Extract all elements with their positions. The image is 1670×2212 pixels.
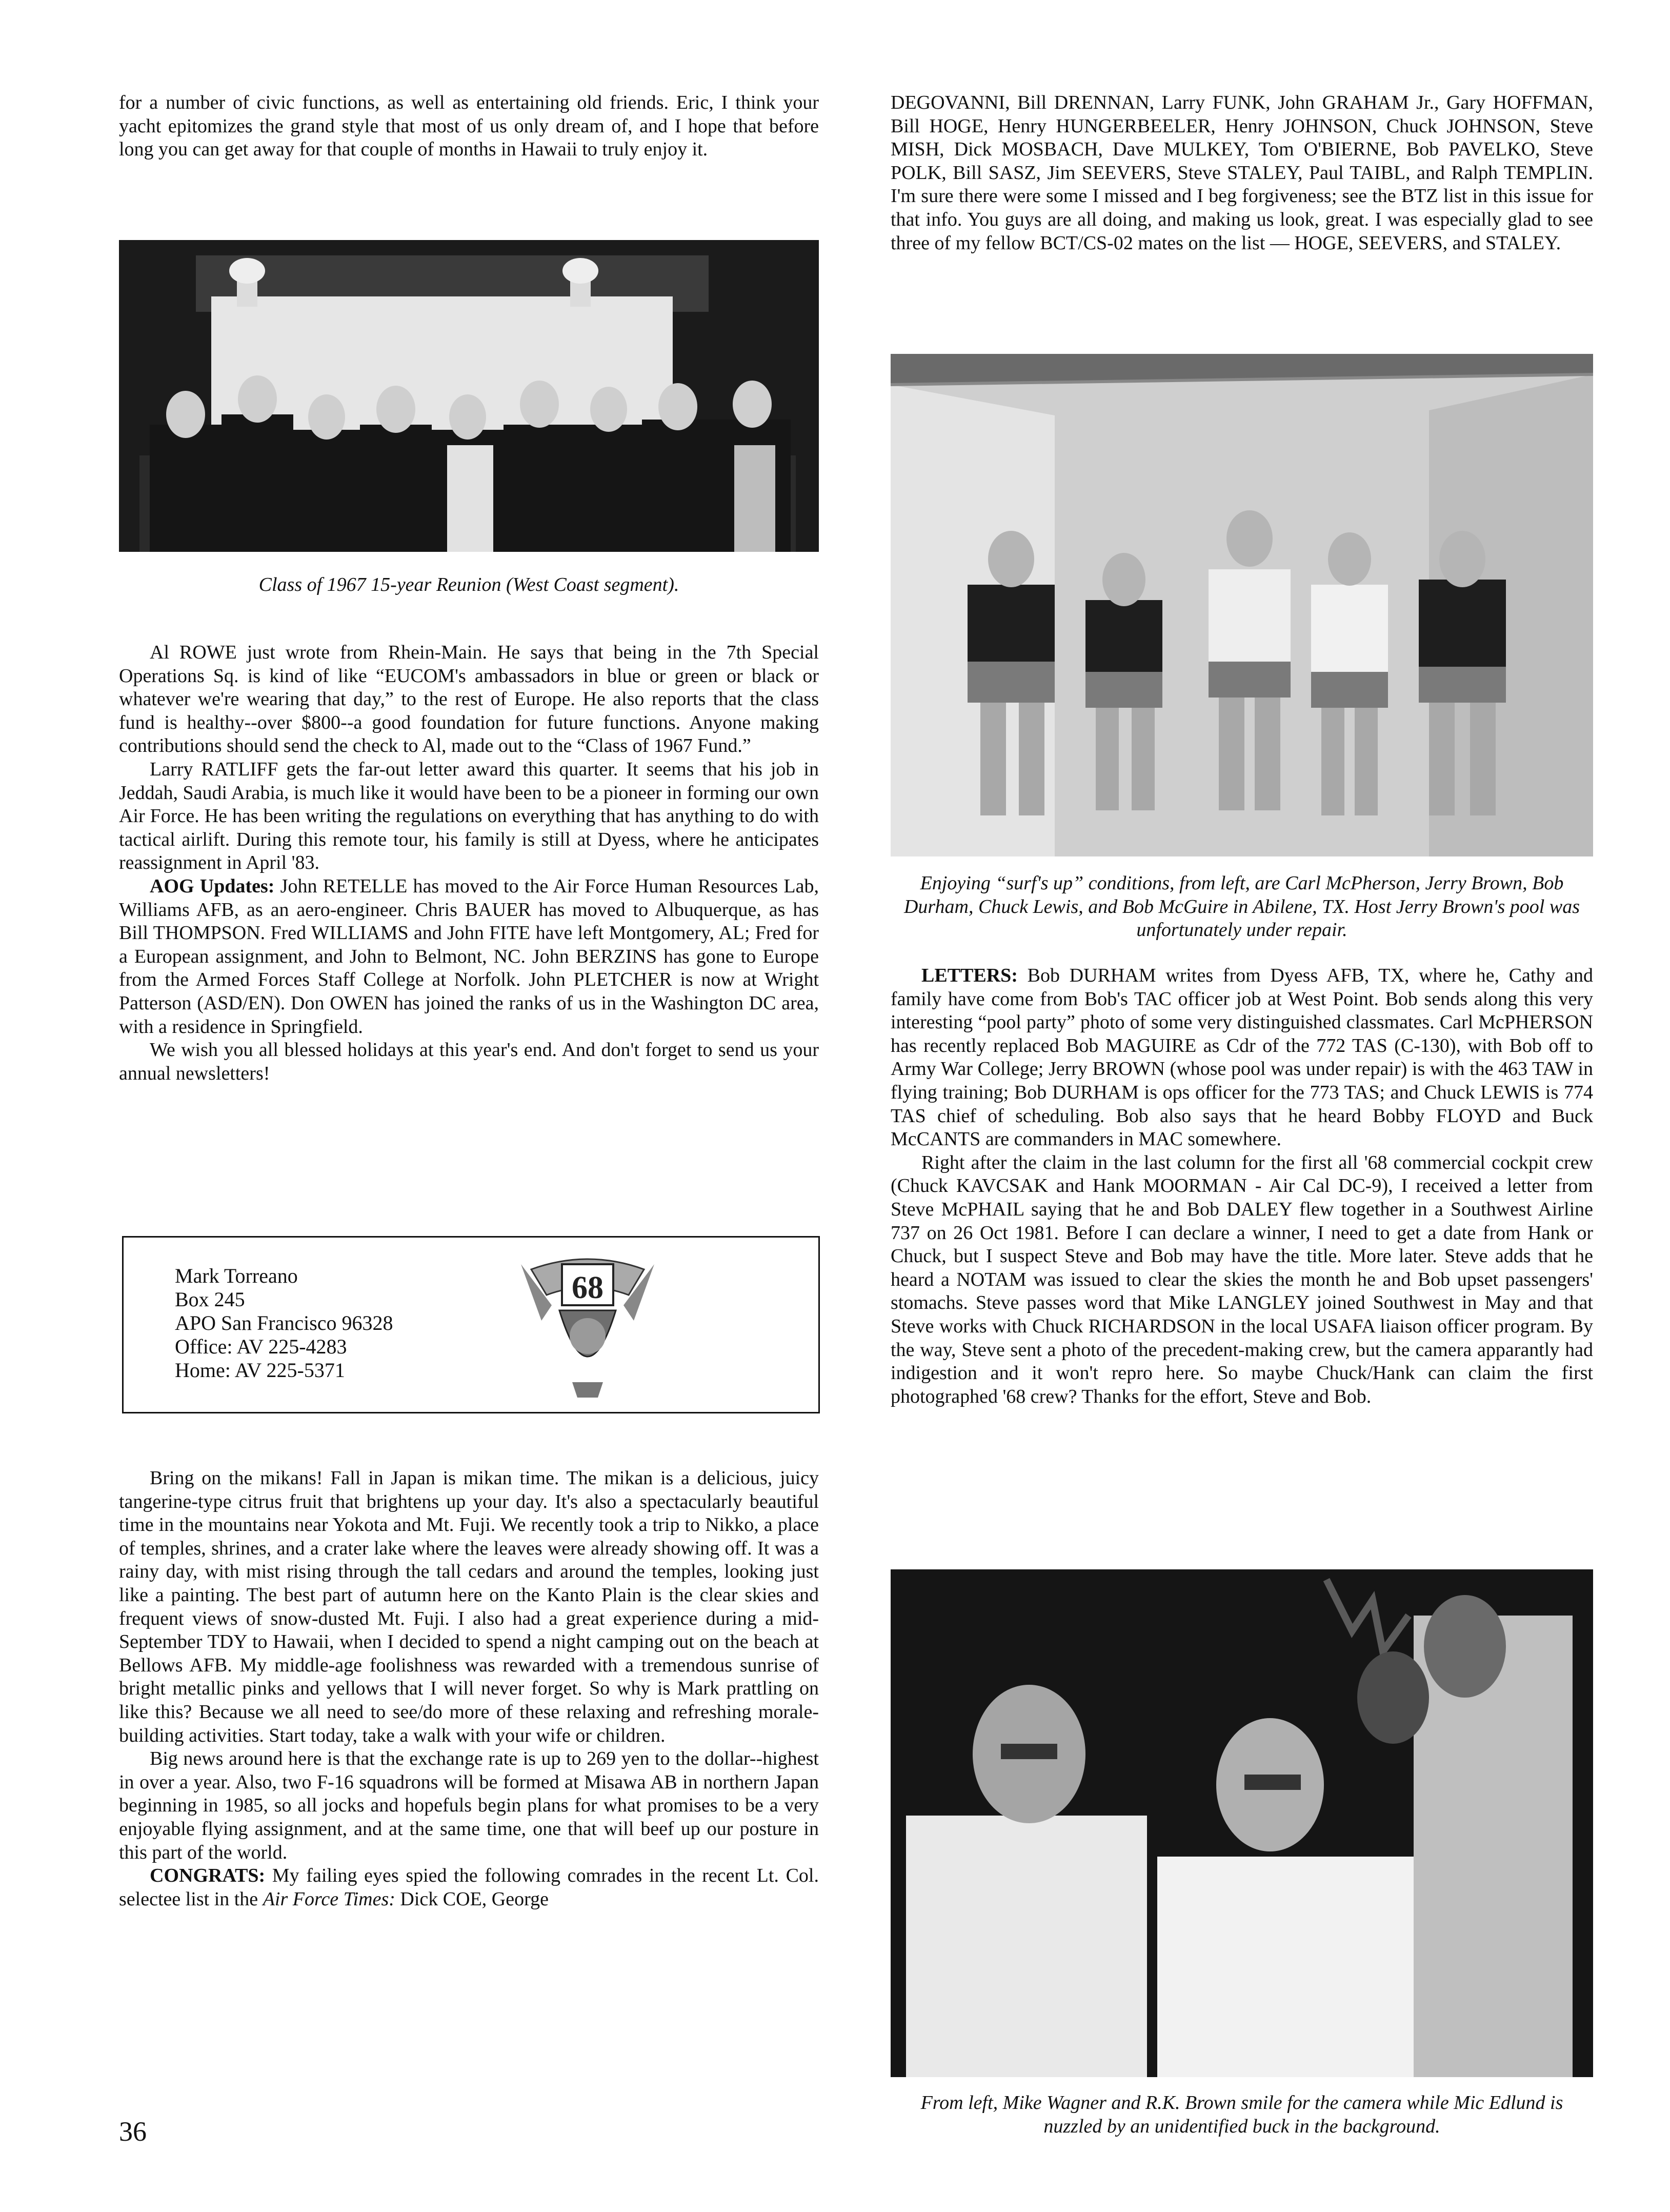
congrats-heading: CONGRATS: xyxy=(150,1865,266,1887)
aog-text: John RETELLE has moved to the Air Force Human Resources Lab, Williams AFB, as an aero-engineer. Chris BAUER has moved to Albuquerque, as has Bill THOMPSON. Fred WILLIAMS and John FITE have left Montgomery, AL; Fred for a European assignment, and John to Belmont, NC. John BERZINS has gone to Europe from the Armed Forces Staff College at Norfolk. John PLETCHER is now at Wright Patterson (ASD/EN). Don OWEN has joined the ranks of us in the Washington DC area, with a residence in Springfield. xyxy=(119,875,819,1038)
class-crest-icon xyxy=(511,1249,665,1403)
ratliff-paragraph: Larry RATLIFF gets the far-out letter award this quarter. It seems that his job in Jeddah, Saudi Arabia, is much like it would have been to be a pioneer in forming our own Air Force. He has been writing the regulations on everything that has anything to do with tactical airlift. During this remote tour, his family is still at Dyess, where he anticipates reassignment in April '83. xyxy=(119,758,819,874)
address-line: APO San Francisco 96328 xyxy=(175,1311,393,1334)
pool-party-photo xyxy=(891,354,1593,856)
reunion-photo-caption: Class of 1967 15-year Reunion (West Coast segment). xyxy=(258,574,679,595)
congrats-pre: My failing eyes spied the following comrades in the recent Lt. Col. selectee list in the xyxy=(119,1865,819,1910)
address-box xyxy=(122,1236,820,1413)
mikan-paragraph: Bring on the mikans! Fall in Japan is mikan time. The mikan is a delicious, juicy tangerine-type citrus fruit that brightens up your day. It's also a spectacularly beautiful time in the mountains near Yokota and Mt. Fuji. We recently took a trip to Nikko, a place of temples, shrines, and a crater lake where the leaves were already showing off. It was a rainy day, with mist rising through the tall cedars and around the temples, looking just like a painting. The best part of autumn here on the Kanto Plain is the clear skies and frequent views of snow-dusted Mt. Fuji. I also had a great experience during a mid-September TDY to Hawaii, when I decided to spend a night camping out on the beach at Bellows AFB. My middle-age foolishness was rewarded with a tremendous sunrise of bright metallic pinks and yellows that I will never forget. So why is Mark prattling on like this? Because we all need to see/do more of these relaxing and refreshing morale-building activities. Start today, take a walk with your wife or children. xyxy=(119,1467,819,1746)
names-paragraph: DEGOVANNI, Bill DRENNAN, Larry FUNK, John GRAHAM Jr., Gary HOFFMAN, Bill HOGE, Henry HUNGERBEELER, Henry JOHNSON, Chuck JOHNSON, Steve MISH, Dick MOSBACH, Dave MULKEY, Tom O'BIERNE, Bob PAVELKO, Steve POLK, Bill SASZ, Jim SEEVERS, Steve STALEY, Paul TAIBL, and Ralph TEMPLIN. I'm sure there were some I missed and I beg forgiveness; see the BTZ list in this issue for that info. You guys are all doing, and making us look, great. I was especially glad to see three of my fellow BCT/CS-02 mates on the list — HOGE, SEEVERS, and STALEY. xyxy=(891,92,1593,254)
address-block xyxy=(175,1264,393,1382)
left-column-body xyxy=(119,641,819,1085)
left-column xyxy=(119,91,819,162)
right-column-body xyxy=(891,964,1593,1408)
wagner-caption-block xyxy=(891,2091,1593,2138)
congrats-paragraph xyxy=(119,1864,819,1911)
claim-paragraph: Right after the claim in the last column for the first all '68 commercial cockpit crew (Chuck KAVCSAK and Hank MOORMAN - Air Cal DC-9), I received a letter from Steve McPHAIL saying that he and Bob DALEY flew together in a Southwest Airline 737 on 26 Oct 1981. Before I can declare a winner, I need to get a date from Hank or Chuck, but I suspect Steve and Bob may have the title. More later. Steve adds that he heard a NOTAM was issued to clear the skies the month he and Bob upset passengers' stomachs. Steve passes word that Mike LANGLEY joined Southwest in May and that Steve works with Chuck RICHARDSON in the local USAFA liaison officer program. By the way, Steve sent a photo of the precedent-making crew, but the camera apparantly had indigestion and it won't repro here. So maybe Chuck/Hank can claim the first photographed '68 crew? Thanks for the effort, Steve and Bob. xyxy=(891,1151,1593,1407)
aog-heading: AOG Updates: xyxy=(150,875,275,897)
address-line: Box 245 xyxy=(175,1288,245,1311)
letters-paragraph xyxy=(891,964,1593,1151)
aog-paragraph xyxy=(119,875,819,1039)
pool-party-caption: Enjoying “surf's up” conditions, from left, are Carl McPherson, Jerry Brown, Bob Durham, Chuck Lewis, and Bob McGuire in Abilene, TX. Host Jerry Brown's pool was unfortunately under repair. xyxy=(903,872,1580,941)
congrats-publication: Air Force Times: xyxy=(263,1888,395,1910)
page-number: 36 xyxy=(119,2116,147,2147)
reunion-caption-block xyxy=(119,573,819,597)
letters-heading: LETTERS: xyxy=(921,965,1018,986)
reunion-photo xyxy=(119,240,819,552)
crest-label: 68 xyxy=(572,1270,603,1305)
right-column xyxy=(891,91,1593,255)
address-line: Office: AV 225-4283 xyxy=(175,1335,347,1358)
exchange-paragraph: Big news around here is that the exchange rate is up to 269 yen to the dollar--highest in over a year. Also, two F-16 squadrons will be formed at Misawa AB in northern Japan beginning in 1985, so all jocks and hopefuls begin plans for what promises to be a very enjoyable flying assignment, and at the same time, one that will beef up our posture in this part of the world. xyxy=(119,1748,819,1863)
congrats-post: Dick COE, George xyxy=(400,1888,549,1910)
wagner-brown-caption: From left, Mike Wagner and R.K. Brown smile for the camera while Mic Edlund is nuzzled by an unidentified buck in the background. xyxy=(920,2092,1563,2137)
address-line: Mark Torreano xyxy=(175,1264,298,1287)
letters-text: Bob DURHAM writes from Dyess AFB, TX, where he, Cathy and family have come from Bob's TAC officer job at West Point. Bob sends along this very interesting “pool party” photo of some very distinguished classmates. Carl McPHERSON has recently replaced Bob MAGUIRE as Cdr of the 772 TAS (C-130), with Bob off to Army War College; Jerry BROWN (whose pool was under repair) is with the 463 TAW in flying training; Bob DURHAM is ops officer for the 773 TAS; and Chuck LEWIS is 774 TAS chief of scheduling. Bob also says that he heard Bobby FLOYD and Buck McCANTS are commanders in MAC somewhere. xyxy=(891,965,1593,1150)
address-line: Home: AV 225-5371 xyxy=(175,1359,345,1382)
left-column-lower xyxy=(119,1467,819,1911)
closing-paragraph: We wish you all blessed holidays at this year's end. And don't forget to send us your annual newsletters! xyxy=(119,1039,819,1084)
intro-paragraph: for a number of civic functions, as well as entertaining old friends. Eric, I think your yacht epitomizes the grand style that most of us only dream of, and I hope that before long you can get away for that couple of months in Hawaii to truly enjoy it. xyxy=(119,92,819,161)
wagner-brown-photo xyxy=(891,1569,1593,2077)
pool-caption-block xyxy=(891,872,1593,942)
rowe-paragraph: Al ROWE just wrote from Rhein-Main. He says that being in the 7th Special Operations Sq. is kind of like “EUCOM's ambassadors in blue or green or black or whatever we're wearing that day,” to the rest of Europe. He also reports that the class fund is healthy--over $800--a good foundation for future functions. Anyone making contributions should send the check to Al, made out to the “Class of 1967 Fund.” xyxy=(119,642,819,757)
